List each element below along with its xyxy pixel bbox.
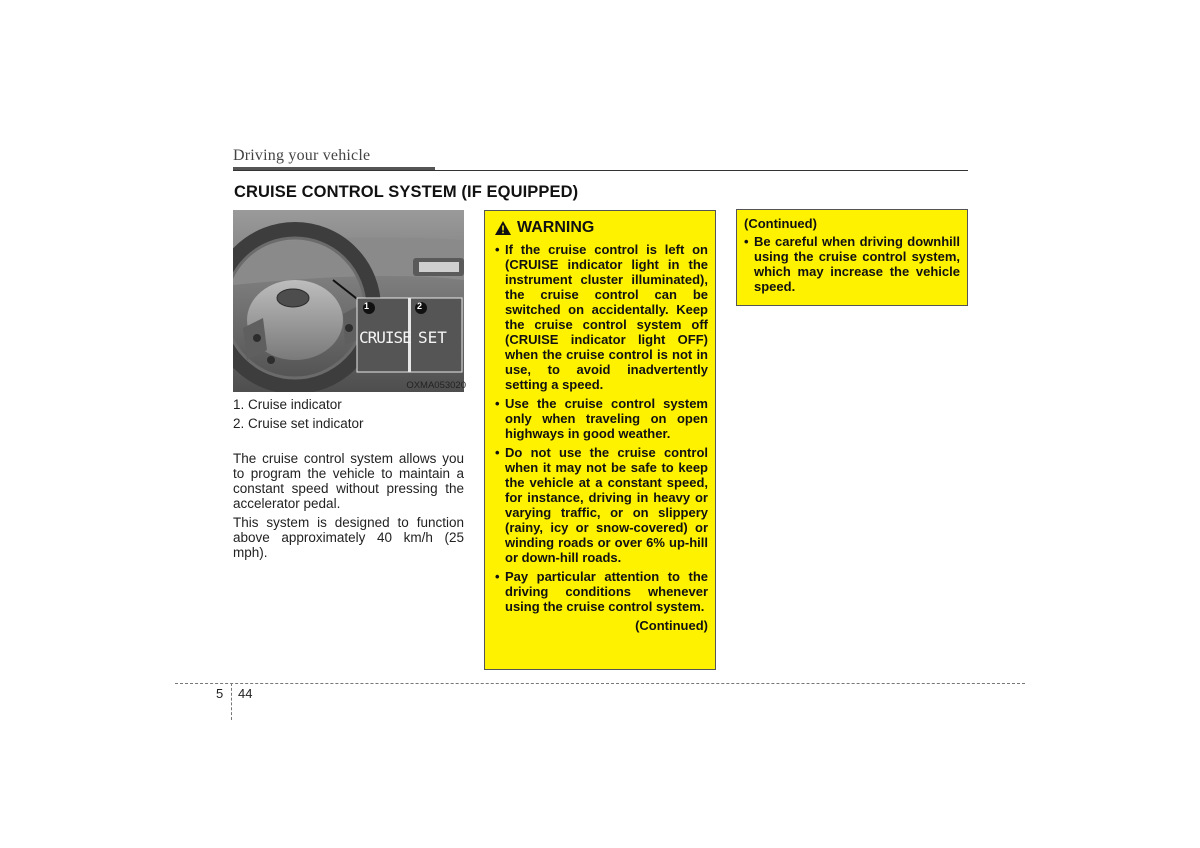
continuation-list — [744, 234, 960, 294]
indicator-1-number: 1 — [364, 301, 370, 311]
warning-item: • Use the cruise control system only when traveling on open highways in good weather. — [495, 396, 708, 441]
header-rule — [233, 170, 968, 171]
continuation-item: • Be careful when driving downhill using the cruise control system, which may increase the vehicle speed. — [744, 234, 960, 294]
caption-1: 1. Cruise indicator — [233, 397, 342, 412]
figure-code: OXMA053020 — [406, 380, 466, 391]
steering-wheel-illustration — [233, 210, 464, 392]
body-paragraph-1: The cruise control system allows you to program the vehicle to maintain a constant speed without pressing the accelerator pedal. — [233, 451, 464, 511]
page-section-number: 5 — [216, 686, 224, 701]
warning-title: WARNING — [517, 219, 595, 236]
warning-heading — [495, 219, 708, 237]
indicator-2-number: 2 — [417, 301, 423, 311]
warning-box — [484, 210, 716, 670]
section-title: Driving your vehicle — [233, 147, 371, 164]
footer-vertical-divider — [231, 683, 232, 720]
footer-divider — [175, 683, 1025, 684]
warning-item: • If the cruise control is left on (CRUISE indicator light in the instrument cluster illuminated), the cruise control can be switched on accidentally. Keep the cruise control system off (CRUISE indicator light OFF) when the cruise control is not in use, to avoid inadvertently setting a speed. — [495, 242, 708, 392]
cruise-figure — [233, 210, 464, 392]
warning-list — [495, 242, 708, 614]
continuation-label: (Continued) — [744, 216, 817, 231]
cruise-indicator-label: CRUISE — [359, 328, 411, 347]
continuation-box — [736, 209, 968, 306]
page-heading: CRUISE CONTROL SYSTEM (IF EQUIPPED) — [234, 183, 579, 201]
caption-2: 2. Cruise set indicator — [233, 416, 364, 431]
warning-item: • Pay particular attention to the driving conditions whenever using the cruise control system. — [495, 569, 708, 614]
warning-triangle-icon — [495, 221, 511, 235]
warning-continued: (Continued) — [635, 618, 708, 633]
body-paragraph-2: This system is designed to function above approximately 40 km/h (25 mph). — [233, 515, 464, 560]
page-number: 44 — [238, 686, 253, 701]
warning-item: • Do not use the cruise control when it may not be safe to keep the vehicle at a constant speed, for instance, driving in heavy or varying traffic, or on slippery (rainy, icy or snow-covered) or winding roads or over 6% up-hill or down-hill roads. — [495, 445, 708, 565]
set-indicator-label: SET — [418, 328, 447, 347]
